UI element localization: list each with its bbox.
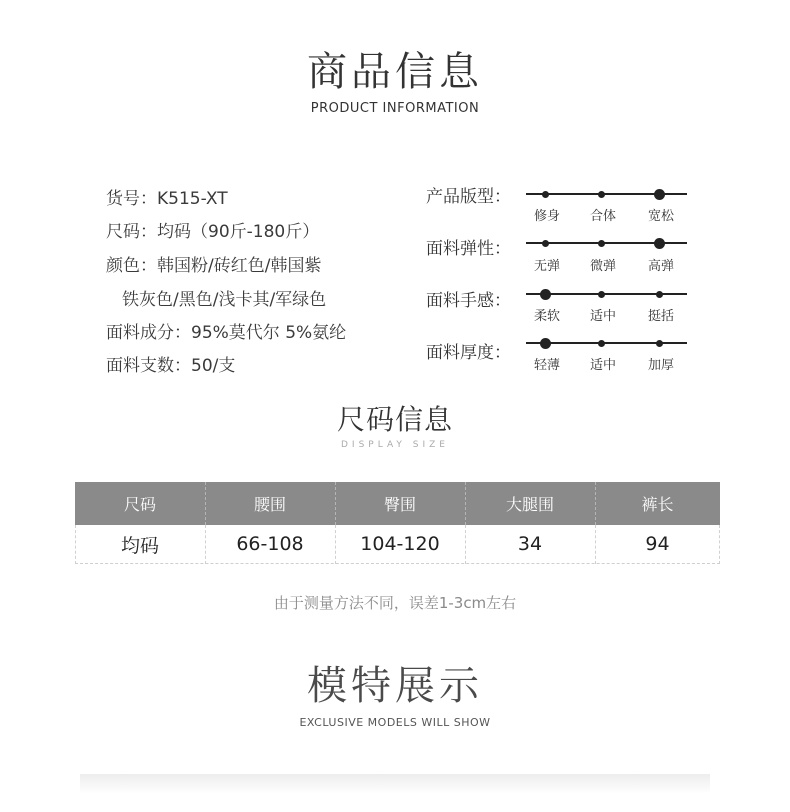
rating-dot-selected bbox=[540, 289, 551, 300]
info-item-fabric: 面料成分：95%莫代尔 5%氨纶 bbox=[106, 323, 347, 343]
rating-track-thickness bbox=[526, 342, 687, 344]
rating-dot bbox=[542, 191, 549, 198]
rating-option: 适中 bbox=[589, 309, 616, 324]
column-divider bbox=[335, 525, 336, 564]
rating-option: 适中 bbox=[589, 358, 616, 373]
table-cell: 104-120 bbox=[360, 533, 440, 555]
rating-label-thickness: 面料厚度： bbox=[426, 343, 511, 363]
table-header-cell: 腰围 bbox=[253, 495, 286, 514]
table-cell: 34 bbox=[517, 533, 543, 555]
table-header-cell: 大腿围 bbox=[505, 495, 554, 514]
size-section-title: 尺码信息 bbox=[336, 403, 453, 436]
info-item-colors: 颜色：韩国粉/砖红色/韩国紫 bbox=[106, 256, 322, 276]
table-cell: 均码 bbox=[120, 534, 159, 557]
model-section-title: 模特展示 bbox=[307, 663, 483, 709]
rating-track-stretch bbox=[526, 242, 687, 244]
rating-option: 宽松 bbox=[647, 209, 674, 224]
table-cell: 94 bbox=[645, 533, 670, 555]
column-divider bbox=[205, 525, 206, 564]
rating-track-hand-feel bbox=[526, 293, 687, 295]
rating-option: 轻薄 bbox=[533, 358, 560, 373]
info-item-colors-cont: 铁灰色/黑色/浅卡其/军绿色 bbox=[122, 290, 327, 310]
rating-dot bbox=[656, 340, 663, 347]
rating-option: 加厚 bbox=[647, 358, 674, 373]
size-table-header-row bbox=[75, 482, 720, 525]
rating-option: 无弹 bbox=[533, 259, 560, 274]
rating-label-fit: 产品版型： bbox=[426, 187, 511, 207]
rating-option: 柔软 bbox=[533, 309, 560, 324]
info-item-sku: 货号：K515-XT bbox=[106, 189, 228, 209]
rating-dot-selected bbox=[654, 238, 665, 249]
table-header-cell: 臀围 bbox=[383, 495, 416, 514]
table-header-cell: 尺码 bbox=[123, 495, 156, 514]
model-section-subtitle: EXCLUSIVE MODELS WILL SHOW bbox=[299, 716, 491, 729]
column-divider bbox=[465, 525, 466, 564]
rating-dot-selected bbox=[540, 338, 551, 349]
rating-dot bbox=[542, 240, 549, 247]
rating-dot bbox=[598, 240, 605, 247]
rating-dot bbox=[598, 291, 605, 298]
rating-dot bbox=[656, 291, 663, 298]
rating-option: 微弹 bbox=[589, 259, 616, 274]
rating-track-fit bbox=[526, 193, 687, 195]
table-header-cell: 裤长 bbox=[641, 495, 674, 514]
column-divider bbox=[205, 482, 206, 525]
rating-option: 合体 bbox=[589, 209, 616, 224]
table-cell: 66-108 bbox=[236, 533, 304, 555]
page-title: 商品信息 bbox=[307, 49, 483, 95]
column-divider bbox=[465, 482, 466, 525]
info-item-size: 尺码：均码（90斤-180斤） bbox=[106, 222, 320, 242]
column-divider bbox=[595, 525, 596, 564]
info-item-yarn-count: 面料支数：50/支 bbox=[106, 356, 236, 376]
column-divider bbox=[335, 482, 336, 525]
column-divider bbox=[595, 482, 596, 525]
rating-option: 修身 bbox=[533, 209, 560, 224]
rating-label-hand-feel: 面料手感： bbox=[426, 291, 511, 311]
page-subtitle: PRODUCT INFORMATION bbox=[310, 101, 480, 116]
measurement-note: 由于测量方法不同，误差1-3cm左右 bbox=[273, 594, 517, 612]
size-section-subtitle: DISPLAY SIZE bbox=[341, 440, 449, 450]
rating-option: 高弹 bbox=[647, 259, 674, 274]
rating-option: 挺括 bbox=[647, 309, 674, 324]
rating-label-stretch: 面料弹性： bbox=[426, 239, 511, 259]
rating-dot bbox=[598, 340, 605, 347]
rating-dot-selected bbox=[654, 189, 665, 200]
section-shadow-divider bbox=[80, 774, 710, 794]
rating-dot bbox=[598, 191, 605, 198]
size-table bbox=[75, 482, 720, 564]
table-row bbox=[75, 525, 720, 564]
